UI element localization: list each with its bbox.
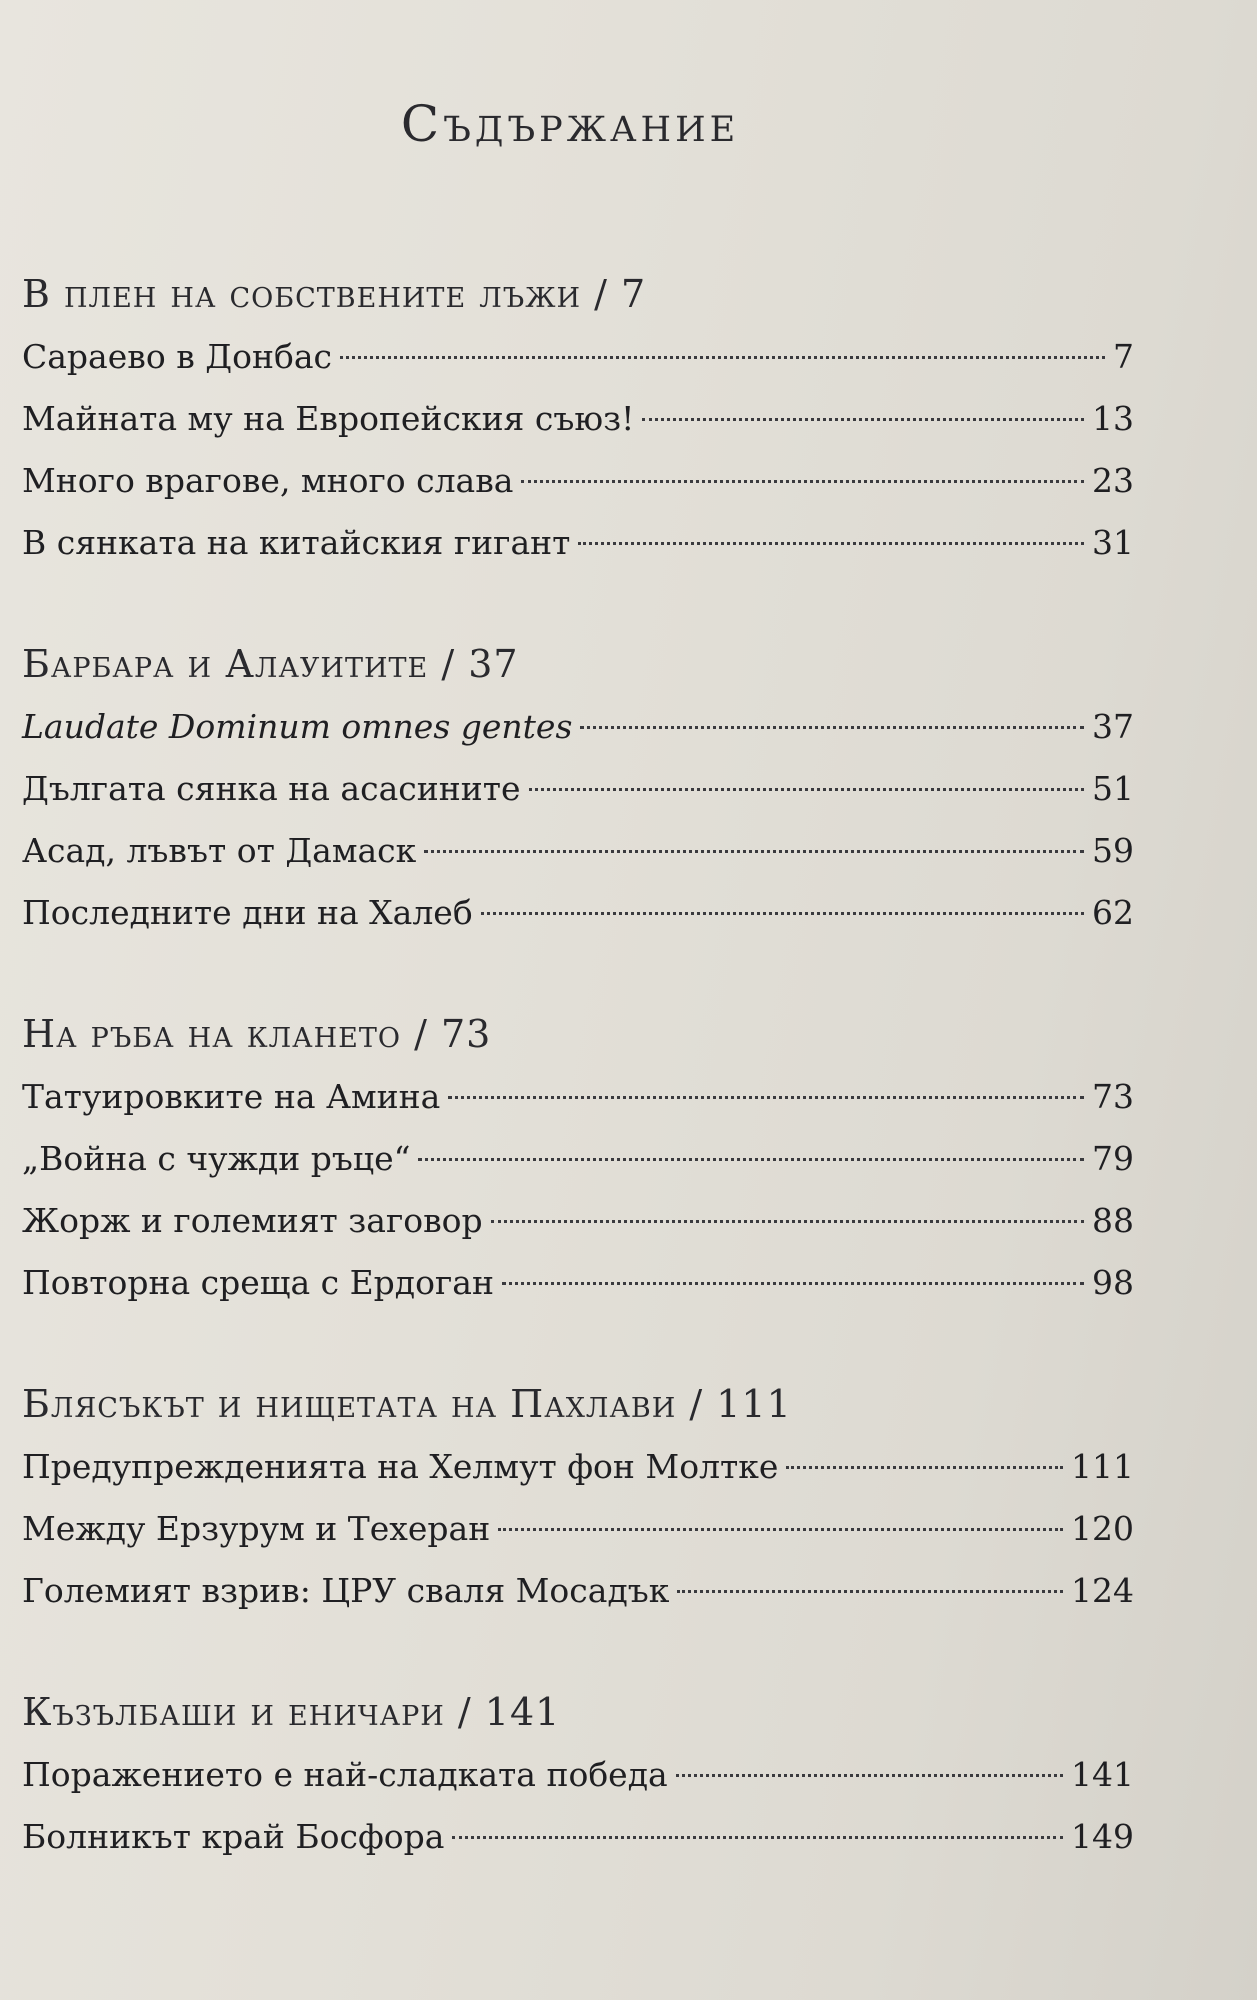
entry-page-number: 88 (1092, 1201, 1134, 1240)
dot-leader (677, 1590, 1063, 1593)
section-title: На ръба на клането / 73 (22, 1012, 492, 1056)
entry-page-number: 111 (1071, 1447, 1134, 1486)
dot-leader (424, 850, 1084, 853)
entry-title: Laudate Dominum omnes gentes (22, 707, 573, 746)
entry-page-number: 98 (1092, 1263, 1134, 1302)
section-title: Къзълбаши и еничари / 141 (22, 1690, 561, 1734)
section-title: Барбара и Алауитите / 37 (22, 642, 519, 686)
entry-page-number: 73 (1092, 1077, 1134, 1116)
page-title: Съдържание (400, 95, 740, 153)
dot-leader (448, 1096, 1084, 1099)
dot-leader (418, 1158, 1084, 1161)
dot-leader (580, 726, 1084, 729)
entry-title: Болникът край Босфора (22, 1817, 445, 1856)
entry-page-number: 31 (1092, 523, 1134, 562)
dot-leader (502, 1282, 1084, 1285)
entry-page-number: 120 (1071, 1509, 1134, 1548)
dot-leader (340, 356, 1105, 359)
dot-leader (676, 1774, 1063, 1777)
toc-entry (22, 326, 1134, 388)
toc-section (22, 1680, 1134, 1868)
entry-title: Между Ерзурум и Техеран (22, 1509, 491, 1548)
toc-entry (22, 512, 1134, 574)
dot-leader (578, 542, 1084, 545)
toc-entry (22, 820, 1134, 882)
entry-title: Поражението е най-сладката победа (22, 1755, 668, 1794)
entry-title: Предупрежденията на Хелмут фон Молтке (22, 1447, 779, 1486)
entry-page-number: 13 (1092, 399, 1134, 438)
entry-page-number: 59 (1092, 831, 1134, 870)
entry-title: В сянката на китайския гигант (22, 523, 571, 562)
toc-entry (22, 1190, 1134, 1252)
entry-title: Сараево в Донбас (22, 337, 332, 376)
toc-entry (22, 388, 1134, 450)
entry-page-number: 124 (1071, 1571, 1134, 1610)
toc-entry (22, 882, 1134, 944)
entry-page-number: 7 (1113, 337, 1134, 376)
dot-leader (786, 1466, 1063, 1469)
dot-leader (498, 1528, 1063, 1531)
entry-title: Големият взрив: ЦРУ сваля Мосадък (22, 1571, 670, 1610)
section-title: Блясъкът и нищетата на Пахлави / 111 (22, 1382, 792, 1426)
entry-title: Жорж и големият заговор (22, 1201, 483, 1240)
entry-title: Последните дни на Халеб (22, 893, 473, 932)
entry-title: „Война с чужди ръце“ (22, 1139, 411, 1178)
dot-leader (452, 1836, 1063, 1839)
toc-entry (22, 450, 1134, 512)
entry-page-number: 149 (1071, 1817, 1134, 1856)
entry-title: Асад, лъвът от Дамаск (22, 831, 417, 870)
table-of-contents (22, 262, 1134, 1926)
entry-title: Много врагове, много слава (22, 461, 514, 500)
toc-entry (22, 1128, 1134, 1190)
dot-leader (521, 480, 1084, 483)
entry-title: Татуировките на Амина (22, 1077, 441, 1116)
dot-leader (491, 1220, 1084, 1223)
toc-section (22, 632, 1134, 944)
toc-entry (22, 1498, 1134, 1560)
toc-entry (22, 1806, 1134, 1868)
entry-page-number: 62 (1092, 893, 1134, 932)
toc-section (22, 1002, 1134, 1314)
entry-title: Майната му на Европейския съюз! (22, 399, 635, 438)
toc-entry (22, 696, 1134, 758)
toc-entry (22, 1066, 1134, 1128)
toc-entry (22, 1560, 1134, 1622)
toc-entry (22, 1744, 1134, 1806)
dot-leader (642, 418, 1084, 421)
entry-page-number: 141 (1071, 1755, 1134, 1794)
entry-page-number: 37 (1092, 707, 1134, 746)
toc-entry (22, 1252, 1134, 1314)
toc-entry (22, 758, 1134, 820)
entry-page-number: 23 (1092, 461, 1134, 500)
entry-title: Повторна среща с Ердоган (22, 1263, 494, 1302)
entry-page-number: 51 (1092, 769, 1134, 808)
toc-section (22, 262, 1134, 574)
dot-leader (481, 912, 1084, 915)
entry-title: Дългата сянка на асасините (22, 769, 521, 808)
toc-section (22, 1372, 1134, 1622)
toc-entry (22, 1436, 1134, 1498)
section-title: В плен на собствените лъжи / 7 (22, 272, 647, 316)
dot-leader (529, 788, 1085, 791)
entry-page-number: 79 (1092, 1139, 1134, 1178)
